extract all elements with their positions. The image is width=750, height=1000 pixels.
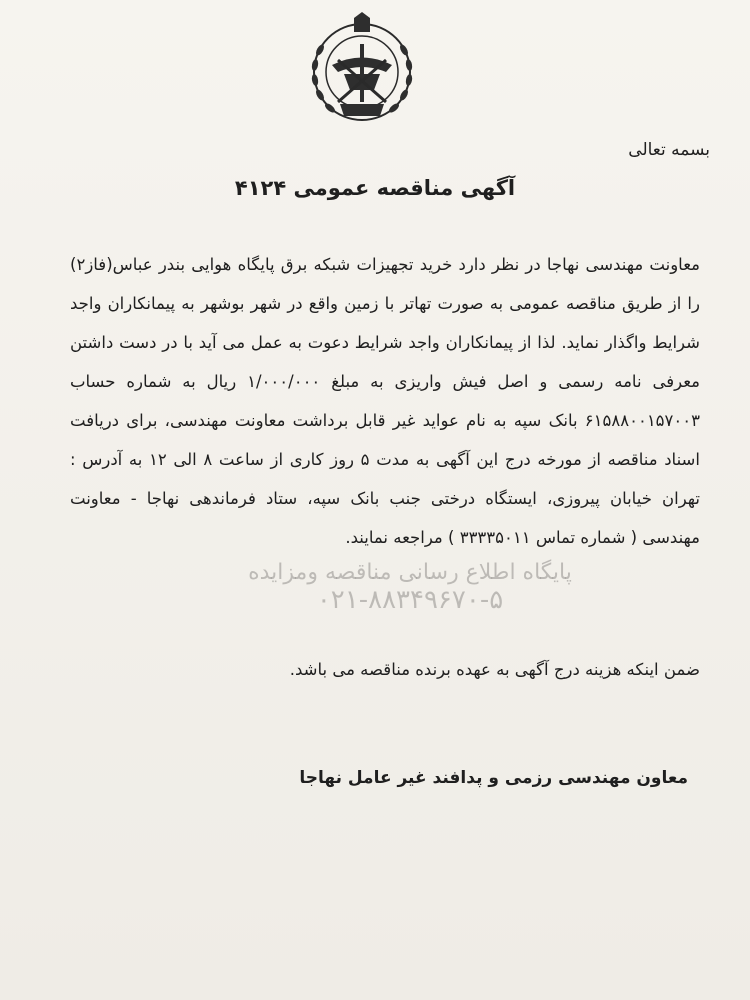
announcement-paragraph: معاونت مهندسی نهاجا در نظر دارد خرید تجهیزات شبکه برق پایگاه هوایی بندر عباس(فاز۲) را از طریق مناقصه عمومی به صورت تهاتر با زمین واقع در شهر بوشهر به پیمانکاران واجد شرایط واگذار نماید. لذا از پیمانکاران واجد شرایط دعوت به عمل می آید با در دست داشتن معرفی نامه رسمی و اصل فیش واریزی به مبلغ ۱/۰۰۰/۰۰۰ ریال به شماره حساب ۶۱۵۸۸۰۰۱۵۷۰۰۳ بانک سپه به نام عواید غیر قابل برداشت معاونت مهندسی، برای دریافت اسناد مناقصه از مورخه درج این آگهی به مدت ۵ روز کاری از ساعت ۸ الی ۱۲ به آدرس : تهران خیابان پیروزی، ایستگاه درختی جنب بانک سپه، ستاد فرماندهی نهاجا - معاونت مهندسی ( شماره تماس ۳۳۳۳۵۰۱۱ ) مراجعه نمایند. [70, 255, 700, 547]
signature-title: معاون مهندسی رزمی و پدافند غیر عامل نهاجا [299, 768, 688, 788]
announcement-body [70, 245, 700, 557]
basmala-heading: بسمه تعالی [628, 140, 710, 160]
document-title: آگهی مناقصه عمومی ۴۱۲۴ [234, 176, 516, 200]
closing-note: ضمن اینکه هزینه درج آگهی به عهده برنده مناقصه می باشد. [289, 660, 700, 679]
watermark [190, 560, 630, 615]
watermark-line1: پایگاه اطلاع رسانی مناقصه ومزایده [248, 560, 572, 585]
watermark-phone: ۰۲۱-۸۸۳۴۹۶۷۰-۵ [316, 585, 504, 615]
army-emblem-icon [302, 10, 422, 135]
